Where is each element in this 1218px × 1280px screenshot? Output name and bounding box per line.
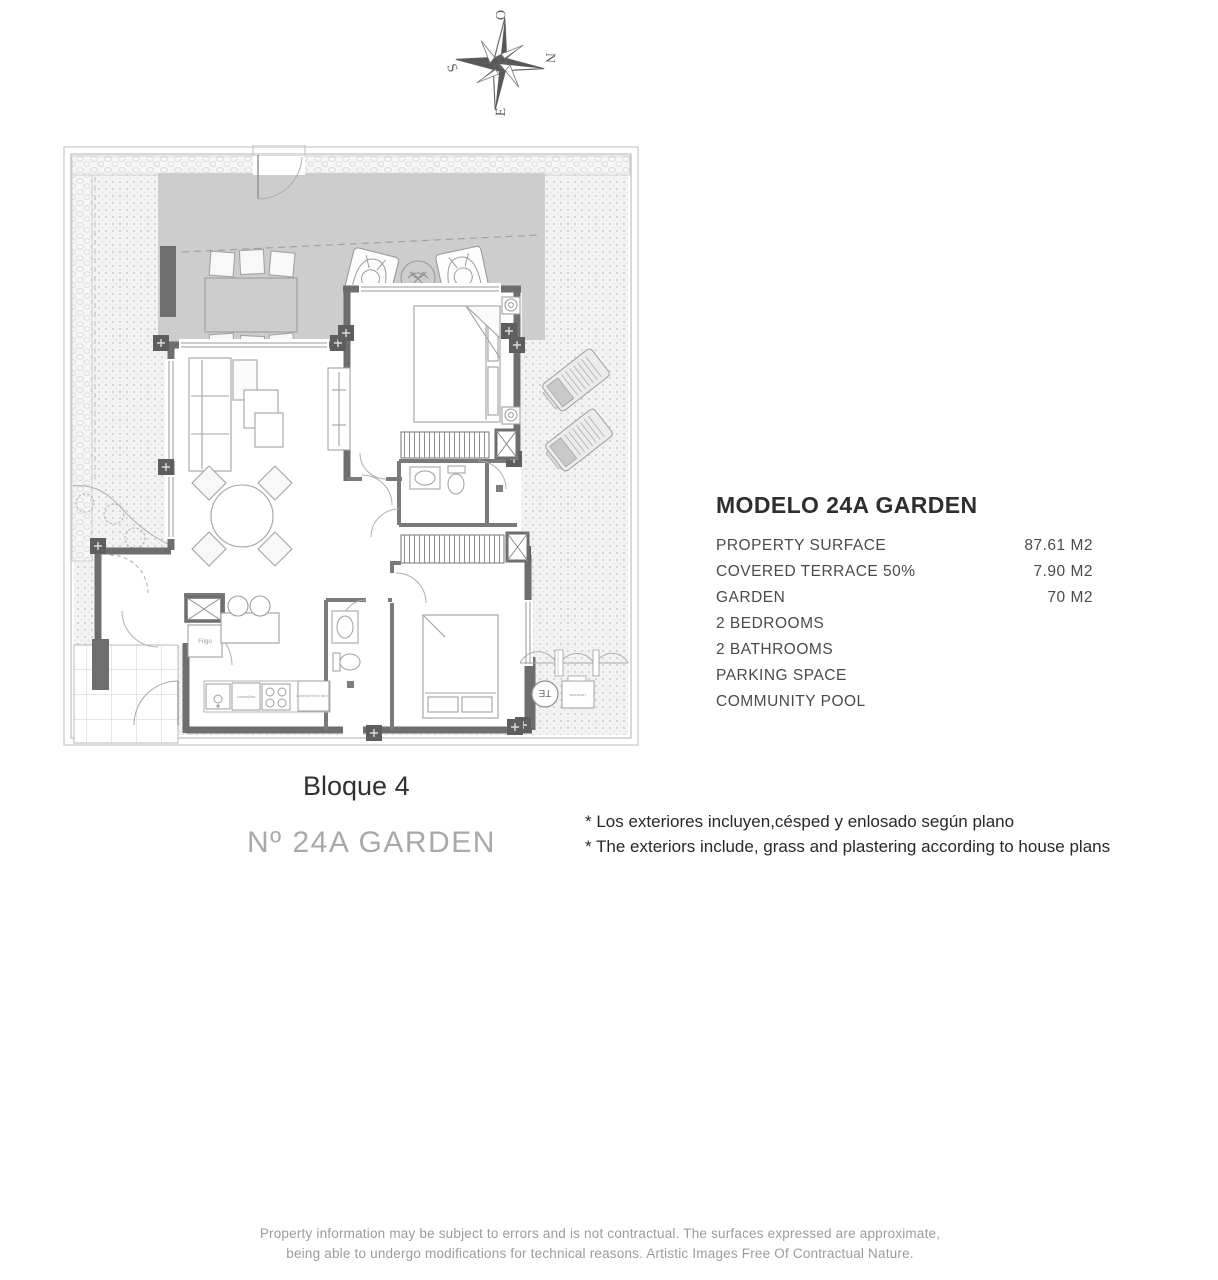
- spec-label: 2 BATHROOMS: [716, 641, 834, 658]
- model-title: MODELO 24A GARDEN: [716, 492, 978, 518]
- spec-row-garden: [716, 589, 1093, 615]
- water-heater-label: TE: [538, 687, 552, 698]
- spec-label: GARDEN: [716, 589, 786, 606]
- spec-row-covered-terrace: [716, 563, 1093, 589]
- spec-row-bathrooms: [716, 641, 1093, 667]
- spec-value: 7.90 M2: [1033, 563, 1093, 580]
- compass-west-letter: O: [491, 9, 508, 21]
- footnote-en: * The exteriors include, grass and plastering according to house plans: [585, 837, 1111, 856]
- floor-plan: [62, 145, 640, 747]
- washer-label: Lavadora: [569, 693, 587, 698]
- block-caption: Bloque 4: [303, 771, 410, 801]
- spec-label: COMMUNITY POOL: [716, 693, 866, 710]
- entry-wall-stub: [92, 639, 109, 690]
- boundary-wall-left: [72, 175, 92, 561]
- compass-north-letter: N: [541, 52, 558, 64]
- spec-label: PROPERTY SURFACE: [716, 537, 887, 554]
- footnotes: [585, 809, 1110, 859]
- disclaimer: [0, 1224, 1200, 1264]
- spec-row-community-pool: [716, 693, 1093, 719]
- spec-row-bedrooms: [716, 615, 1093, 641]
- disclaimer-line2: being able to undergo modifications for technical reasons. Artistic Images Free Of Contractual Nature.: [286, 1246, 914, 1261]
- fridge-label: Frigo: [198, 639, 212, 645]
- spec-value: 70 M2: [1047, 589, 1093, 606]
- compass-rose-icon: [440, 6, 560, 121]
- info-panel: [716, 492, 1093, 719]
- spec-value: 87.61 M2: [1024, 537, 1093, 554]
- oven-column-label: Columna Horno Micro.: [296, 694, 330, 698]
- spec-row-parking: [716, 667, 1093, 693]
- compass-east-letter: E: [493, 107, 510, 117]
- spec-label: 2 BEDROOMS: [716, 615, 825, 632]
- unit-caption: Nº 24A GARDEN: [247, 826, 496, 859]
- footnote-es: * Los exteriores incluyen,césped y enlosado según plano: [585, 812, 1015, 831]
- spec-label: PARKING SPACE: [716, 667, 847, 684]
- spec-label: COVERED TERRACE 50%: [716, 563, 916, 580]
- terrace-pier-wall: [160, 246, 176, 317]
- entrance-patio: [74, 645, 178, 743]
- bedroom2-furniture: [423, 615, 498, 718]
- compass-south-letter: S: [443, 61, 460, 75]
- boundary-wall-top: [72, 156, 630, 175]
- disclaimer-line1: Property information may be subject to errors and is not contractual. The surfaces expressed are approximate,: [259, 1226, 941, 1241]
- spec-row-property-surface: [716, 537, 1093, 563]
- dishwasher-label: Lavavajillas: [236, 695, 256, 699]
